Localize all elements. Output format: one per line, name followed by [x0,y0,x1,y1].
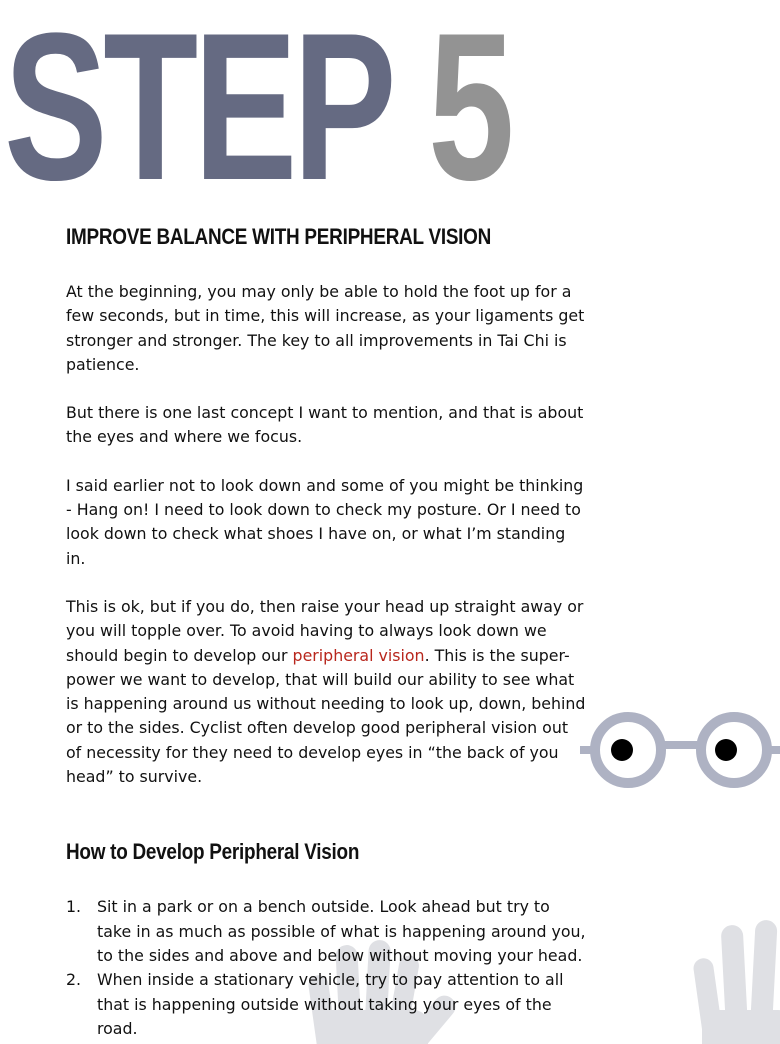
step-word: STEP [4,0,390,224]
list-item [66,895,586,968]
paragraph-eyes-focus: But there is one last concept I want to mention, and that is about the eyes and where we focus. [66,403,584,447]
main-content [66,224,586,1041]
googly-glasses-icon [580,707,780,793]
list-item-text: Sit in a park or on a bench outside. Look ahead but try to take in as much as possible of what is happening around you, to the sides and above and below without moving your head. [97,897,586,965]
paragraph-text-start: This is ok, but if you do, then raise your head up straight away or you will topple over. To avoid having to always look down we should begin to develop our [66,596,584,665]
section-heading-how-to-develop: How to Develop Peripheral Vision [66,839,360,865]
list-item-number: 2. [66,970,82,990]
step-number: 5 [428,0,511,224]
steps-list [66,895,586,1041]
step-title [4,0,511,224]
peripheral-vision-highlight: peripheral vision [292,645,425,665]
list-item-number: 1. [66,897,82,917]
paragraph-text-end: . This is the super-power we want to develop, that will build our ability to see what is happening around us without needing to look up, down, behind or to the sides. Cyclist often develop good peripheral vision out of necessity for they need to develop eyes in “the back of you head” to survive. [66,645,586,787]
paragraph-beginning: At the beginning, you may only be able to hold the foot up for a few seconds, but in time, this will increase, as your ligaments get stronger and stronger. The key to all improvements in Tai Chi is patience. [66,282,585,374]
paragraph-look-down: I said earlier not to look down and some of you might be thinking - Hang on! I need to look down to check my posture. Or I need to look down to check what shoes I have on, or what I’m standing in. [66,475,584,568]
paragraph-peripheral-vision [66,595,586,789]
section-heading-improve-balance: IMPROVE BALANCE WITH PERIPHERAL VISION [66,224,492,249]
list-item [66,968,586,1041]
list-item-text: When inside a stationary vehicle, try to pay attention to all that is happening outside without taking your eyes of the road. [97,970,564,1038]
raised-hand-icon [692,920,780,1044]
